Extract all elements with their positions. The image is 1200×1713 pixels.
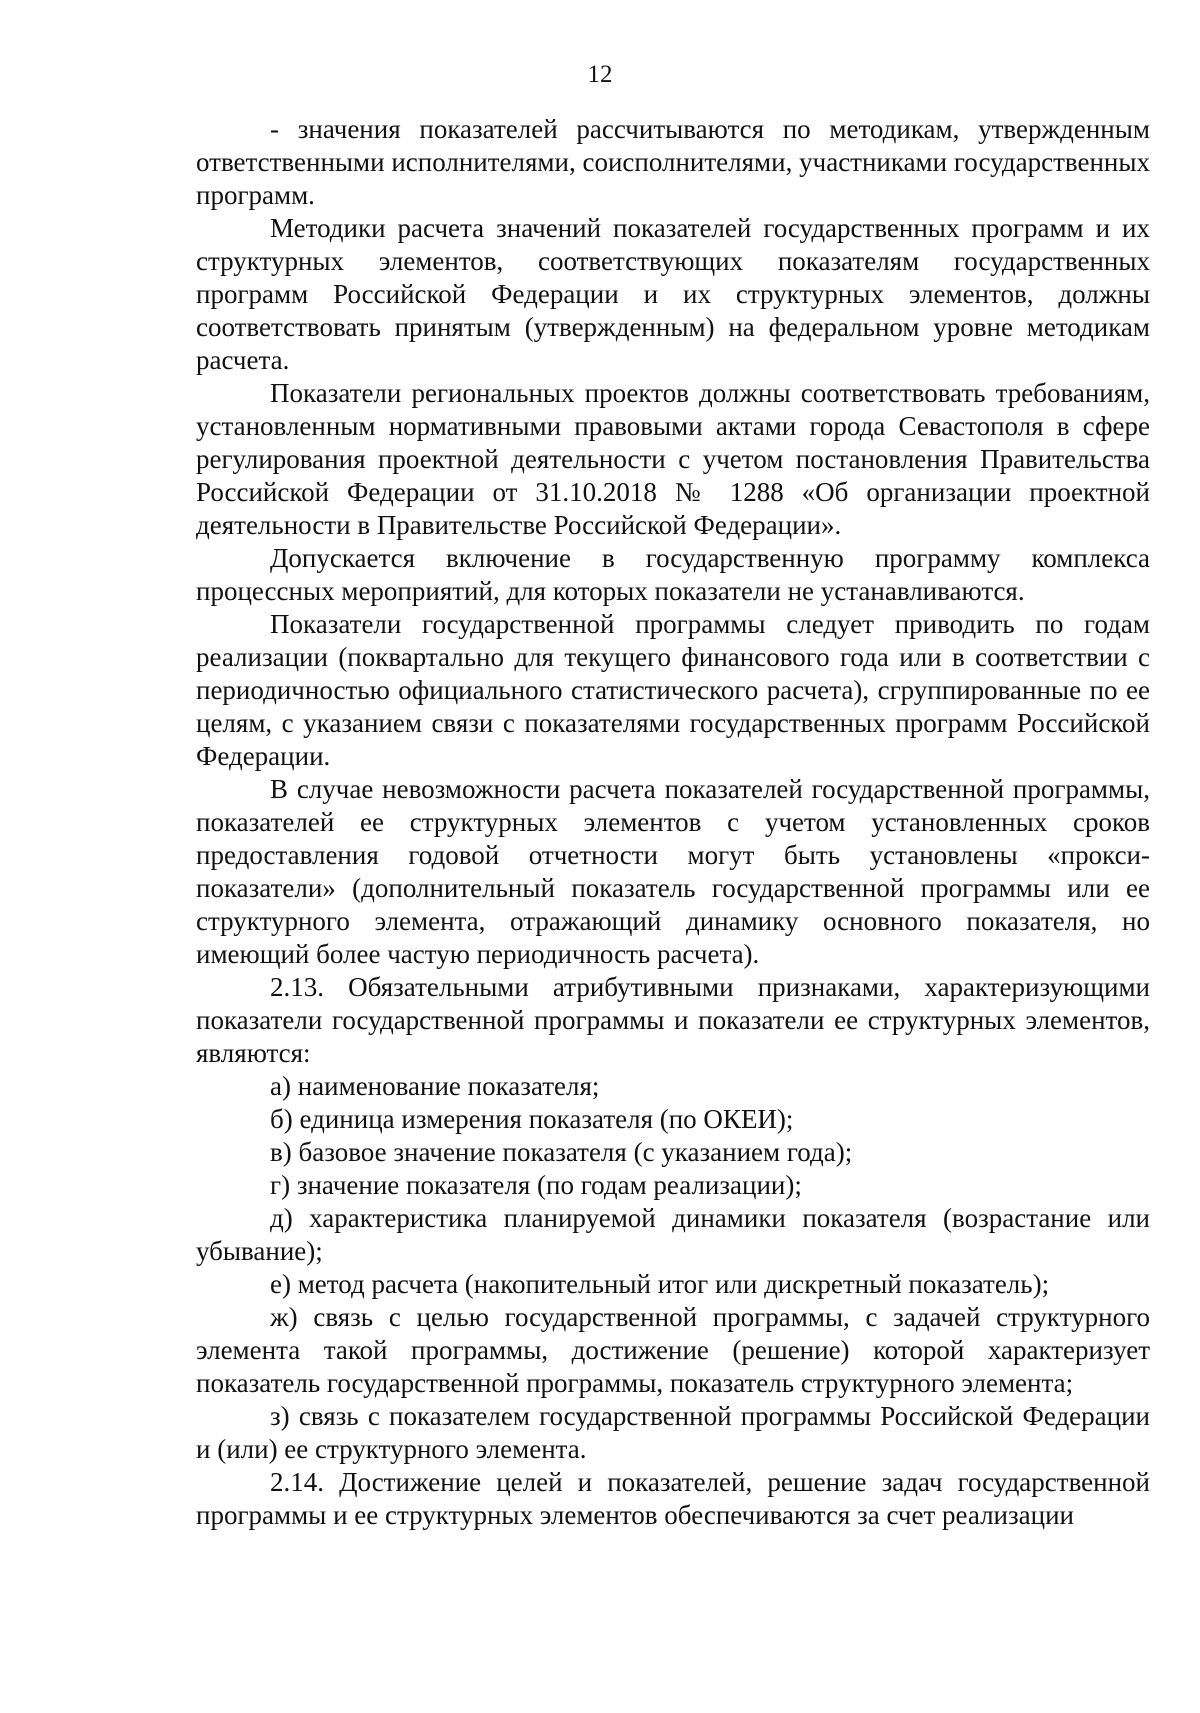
page-number: 12 bbox=[587, 61, 613, 88]
paragraph-methods-approval: - значения показателей рассчитываются по методикам, утвержденным ответственными исполнителями, соисполнителями, участниками государственных программ. bbox=[196, 114, 1150, 210]
list-item-g: г) значение показателя (по годам реализации); bbox=[270, 1170, 802, 1200]
list-item-d: д) характеристика планируемой динамики показателя (возрастание или убывание); bbox=[196, 1203, 1150, 1266]
paragraph-proxy-indicators: В случае невозможности расчета показателей государственной программы, показателей ее структурных элементов с учетом установленных сроков предоставления годовой отчетности могут быть установлены «прокси-показатели» (дополнительный показатель государственной программы или ее структурного элемента, отражающий динамику основного показателя, но имеющий более частую периодичность расчета). bbox=[196, 774, 1150, 969]
list-item-e: е) метод расчета (накопительный итог или дискретный показатель); bbox=[270, 1269, 1050, 1299]
paragraph-process-activities: Допускается включение в государственную программу комплекса процессных мероприятий, для которых показатели не устанавливаются. bbox=[196, 543, 1150, 606]
list-item-z: з) связь с показателем государственной программы Российской Федерации и (или) ее структурного элемента. bbox=[196, 1401, 1150, 1464]
paragraph-calculation-methods: Методики расчета значений показателей государственных программ и их структурных элементов, соответствующих показателям государственных программ Российской Федерации и их структурных элементов, должны соответствовать принятым (утвержденным) на федеральном уровне методикам расчета. bbox=[196, 213, 1150, 375]
paragraph-section-2-13: 2.13. Обязательными атрибутивными признаками, характеризующими показатели государственной программы и показатели ее структурных элементов, являются: bbox=[196, 972, 1150, 1068]
list-item-b: б) единица измерения показателя (по ОКЕИ); bbox=[270, 1104, 794, 1134]
paragraph-section-2-14: 2.14. Достижение целей и показателей, решение задач государственной программы и ее структурных элементов обеспечиваются за счет реализации bbox=[196, 1467, 1150, 1530]
list-item-v: в) базовое значение показателя (с указанием года); bbox=[270, 1137, 853, 1167]
list-item-a: а) наименование показателя; bbox=[270, 1071, 600, 1101]
list-item-zh: ж) связь с целью государственной программы, с задачей структурного элемента такой программы, достижение (решение) которой характеризует показатель государственной программы, показатель структурного элемента; bbox=[196, 1302, 1150, 1398]
paragraph-indicators-by-year: Показатели государственной программы следует приводить по годам реализации (поквартально для текущего финансового года или в соответствии с периодичностью официального статистического расчета), сгруппированные по ее целям, с указанием связи с показателями государственных программ Российской Федерации. bbox=[196, 609, 1150, 771]
document-body bbox=[196, 113, 1150, 1532]
paragraph-regional-projects: Показатели региональных проектов должны соответствовать требованиям, установленным нормативными правовыми актами города Севастополя в сфере регулирования проектной деятельности с учетом постановления Правительства Российской Федерации от 31.10.2018 № 1288 «Об организации проектной деятельности в Правительстве Российской Федерации». bbox=[196, 378, 1150, 540]
